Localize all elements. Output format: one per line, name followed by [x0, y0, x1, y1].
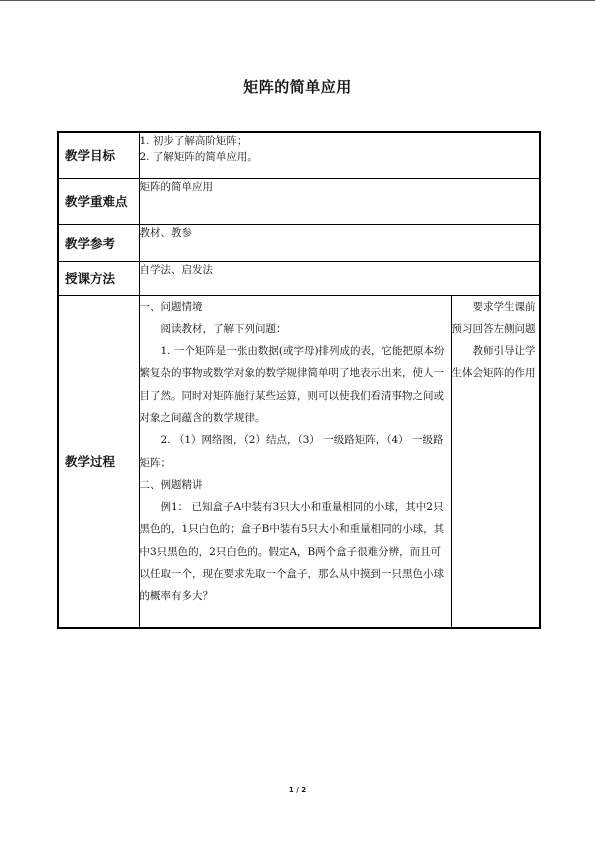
row-methods	[58, 261, 540, 295]
objectives-content	[139, 132, 540, 178]
key-points-label: 教学重难点	[58, 178, 139, 224]
page-number: 1 / 2	[288, 786, 307, 794]
row-references	[58, 224, 540, 261]
row-objectives	[58, 132, 540, 178]
header-rule	[0, 0, 595, 1]
process-notes	[451, 295, 540, 628]
methods-label: 授课方法	[58, 261, 139, 295]
section-heading: 一、问题情境	[139, 300, 203, 313]
paragraph: 阅读教材，了解下列问题：	[160, 322, 287, 335]
objective-line: 2. 了解矩阵的简单应用。	[139, 151, 258, 163]
key-points-content: 矩阵的简单应用	[139, 178, 540, 224]
section-heading: 二、例题精讲	[139, 478, 203, 491]
process-label: 教学过程	[58, 295, 139, 628]
lesson-plan-table	[57, 131, 541, 629]
example-paragraph: 例1： 已知盒子A中装有3只大小和重量相同的小球，其中2只黑色的，1只白色的；盒子B中装有5只大小和重量相同的小球，其中3只黑色的，2只白色的。假定A，B两个盒子很难分辨，而且可以任取一个，现在要求先取一个盒子，那么从中摸到一只黑色小球的概率有多大？	[139, 501, 445, 603]
methods-content: 自学法、启发法	[139, 261, 540, 295]
references-label: 教学参考	[58, 224, 139, 261]
page-title: 矩阵的简单应用	[243, 78, 352, 96]
row-process	[58, 295, 540, 628]
objective-line: 1. 初步了解高阶矩阵；	[139, 135, 248, 147]
objectives-label: 教学目标	[58, 132, 139, 178]
row-key-points	[58, 178, 540, 224]
process-content	[139, 295, 451, 628]
paragraph: 2. （1）网络图，（2）结点，（3） 一级路矩阵，（4） 一级路矩阵；	[139, 434, 444, 469]
paragraph: 1. 一个矩阵是一张由数据(或字母)排列成的表，它能把原本纷繁复杂的事物或数学对象的数学规律简单明了地表示出来，使人一目了然。同时对矩阵施行某些运算，则可以使我们看清事物之间或对象之间蕴含的数学规律。	[139, 345, 445, 424]
note: 要求学生课前预习回答左侧问题	[451, 300, 536, 335]
references-content: 教材、教参	[139, 224, 540, 261]
note: 教师引导让学生体会矩阵的作用	[451, 345, 536, 380]
